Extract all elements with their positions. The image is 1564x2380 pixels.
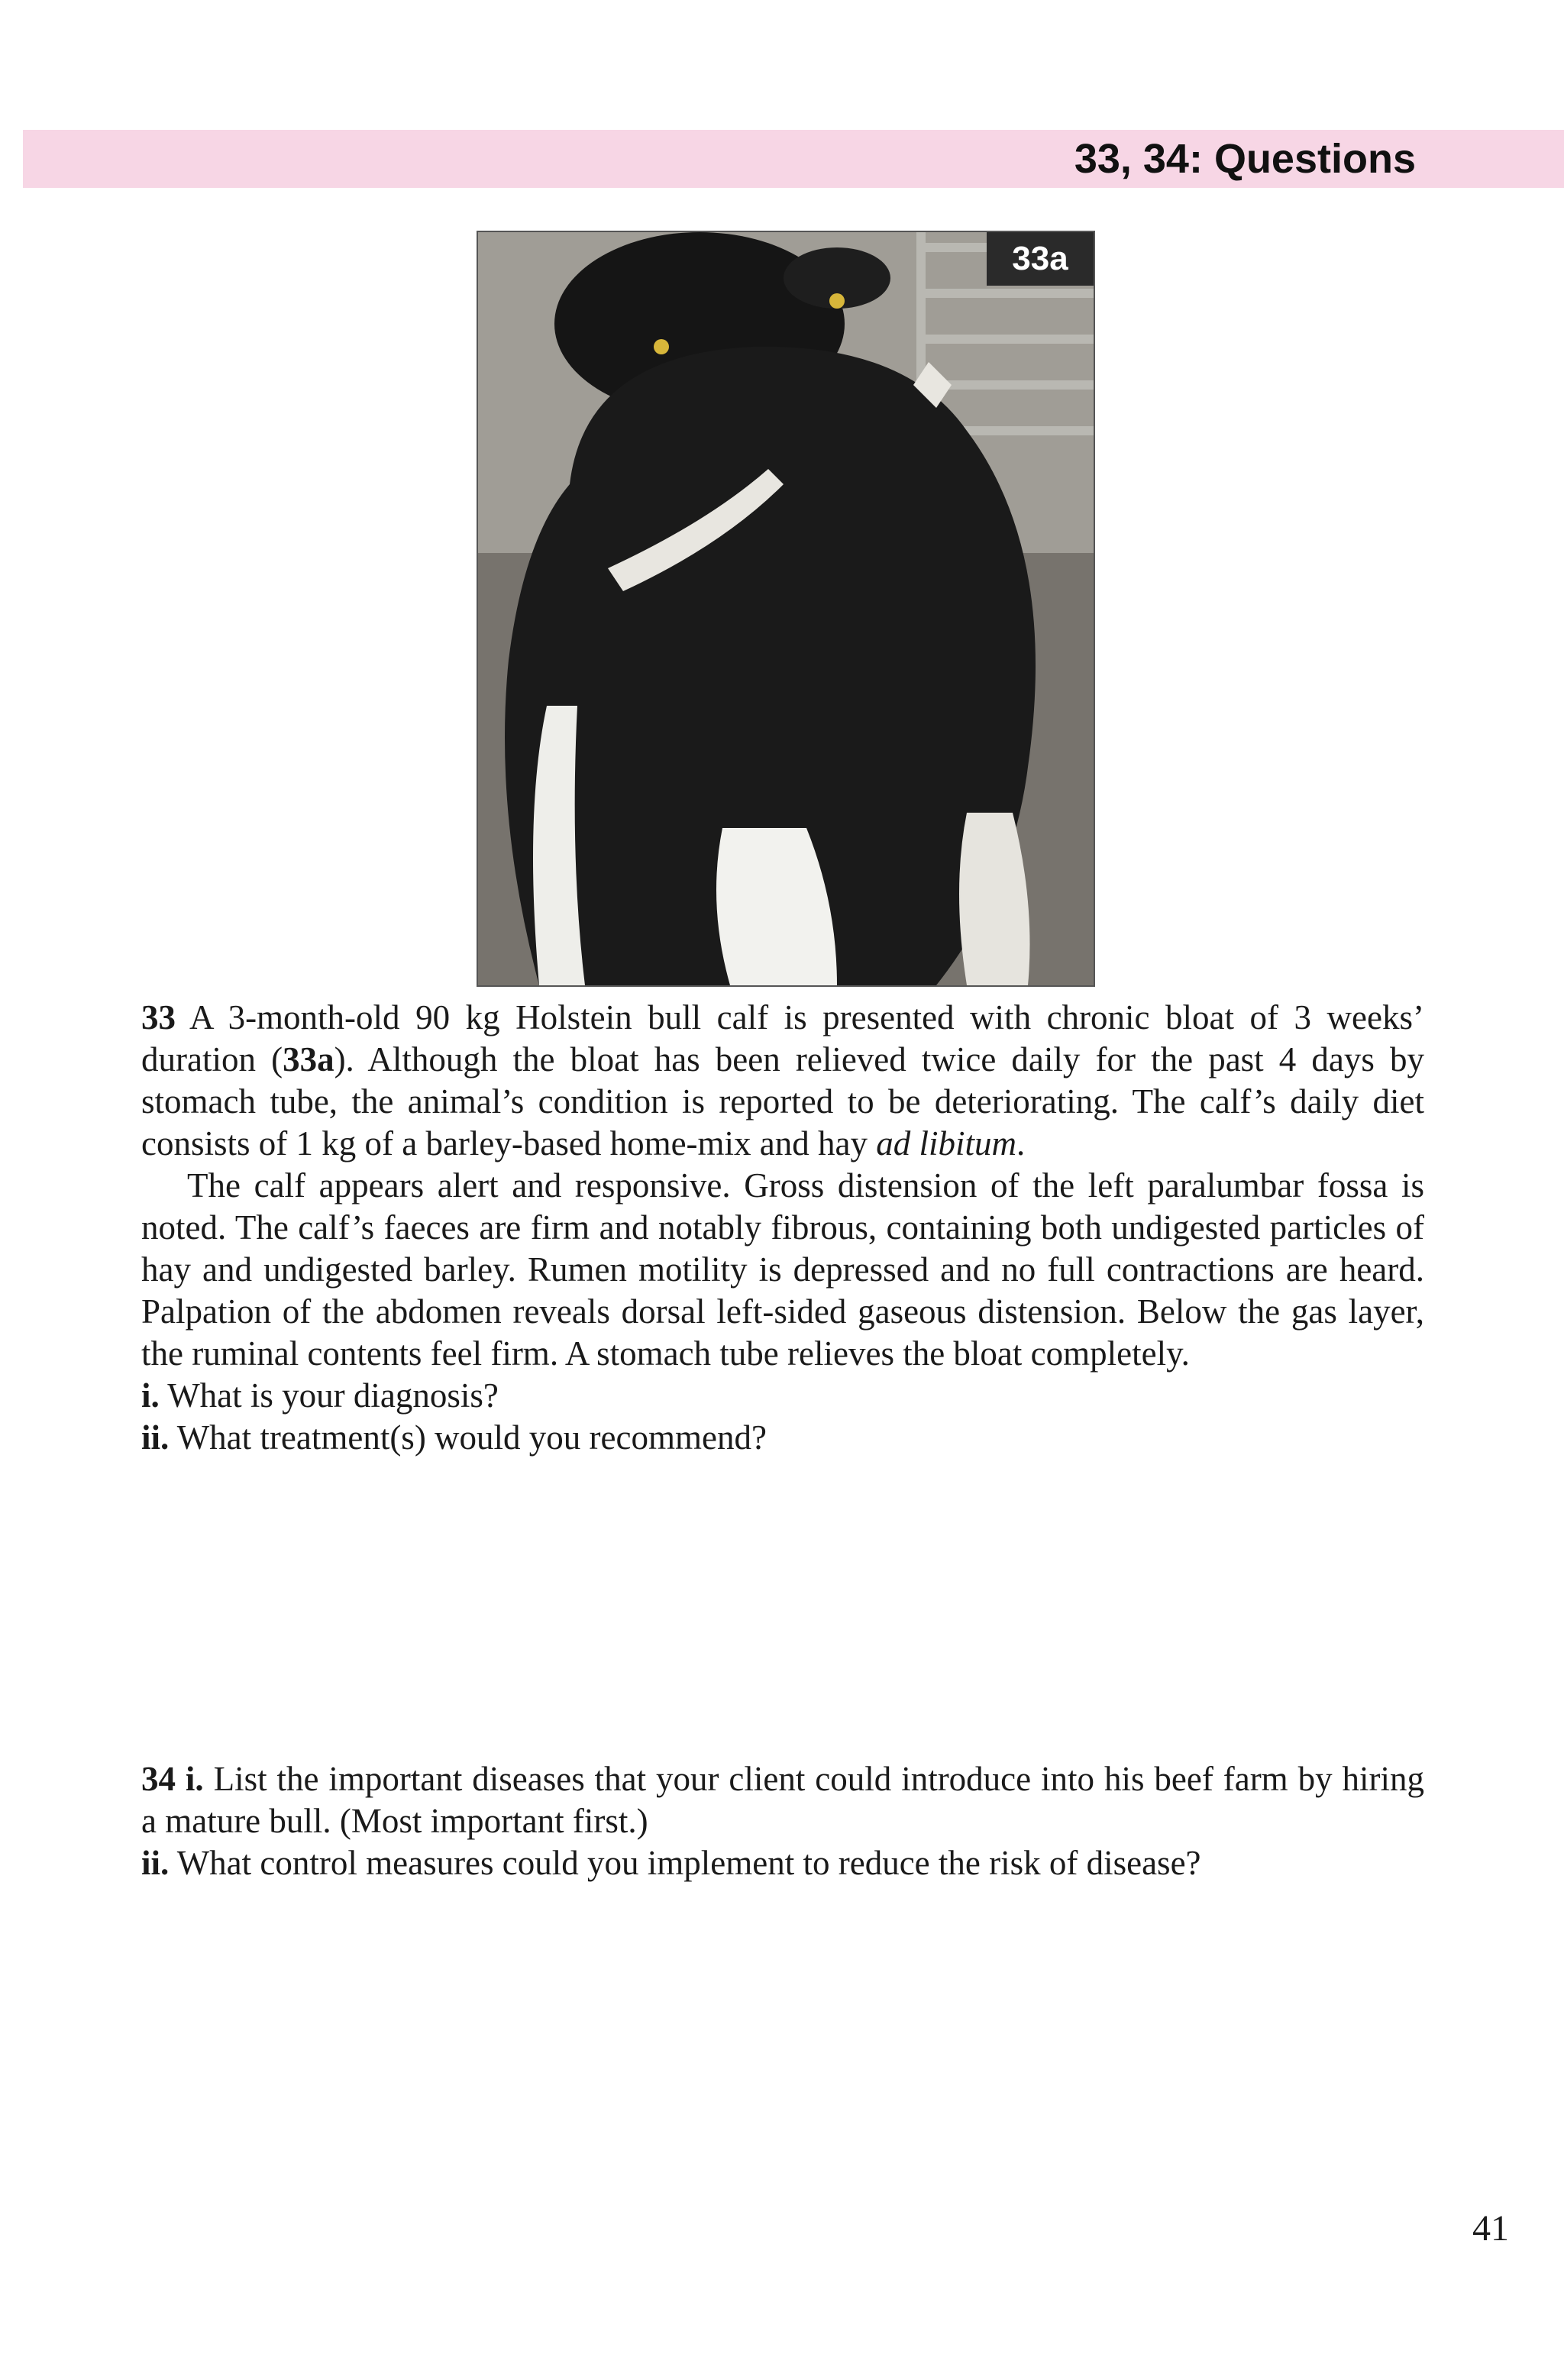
q34-ii-number: ii. <box>141 1844 170 1882</box>
question-34 <box>141 1758 1424 1884</box>
q34-number: 34 i. <box>141 1760 204 1798</box>
q33-i-text: What is your diagnosis? <box>159 1376 499 1415</box>
q33-ii-text: What treatment(s) would you recommend? <box>169 1418 767 1457</box>
q34-question-i <box>141 1758 1424 1842</box>
q33-text-a: A 3-month-old 90 kg Holstein bull calf is presented with chronic bloat of 3 weeks’ duration ( <box>141 998 1424 1078</box>
q34-i-text: List the important diseases that your client could introduce into his beef farm by hiring a mature bull. (Most important first.) <box>141 1760 1424 1840</box>
question-33 <box>141 997 1424 1459</box>
q34-ii-text: What control measures could you implement to reduce the risk of disease? <box>169 1844 1201 1882</box>
q33-question-ii <box>141 1417 1424 1459</box>
q33-text-end: . <box>1016 1124 1026 1163</box>
figure-label: 33a <box>987 232 1094 286</box>
page-title: 33, 34: Questions <box>1074 136 1416 182</box>
q33-number: 33 <box>141 998 176 1036</box>
q33-paragraph-2: The calf appears alert and responsive. Gross distension of the left paralumbar fossa is noted. The calf’s faeces are firm and notably fibrous, containing both undigested particles of hay and undigested barley. Rumen motility is depressed and no full contractions are heard. Palpation of the abdomen reveals dorsal left-sided gaseous distension. Below the gas layer, the ruminal contents feel firm. A stomach tube relieves the bloat completely. <box>141 1166 1424 1373</box>
q33-i-number: i. <box>141 1376 160 1415</box>
figure-ref: 33a <box>283 1040 334 1078</box>
q33-text-b: ). Although the bloat has been relieved twice daily for the past 4 days by stomach tube, the animal’s condition is reported to be deteriorating. The calf’s daily diet consists of 1 kg of a barley-based home-mix and hay <box>141 1040 1424 1163</box>
q33-italic: ad libitum <box>876 1124 1017 1163</box>
q33-ii-number: ii. <box>141 1418 170 1457</box>
figure-33a <box>477 231 1095 987</box>
q33-paragraph-1 <box>141 997 1424 1165</box>
q34-question-ii <box>141 1842 1424 1884</box>
q33-question-i <box>141 1375 1424 1417</box>
calf-photo-image <box>478 232 1094 985</box>
page-number: 41 <box>1472 2208 1509 2249</box>
